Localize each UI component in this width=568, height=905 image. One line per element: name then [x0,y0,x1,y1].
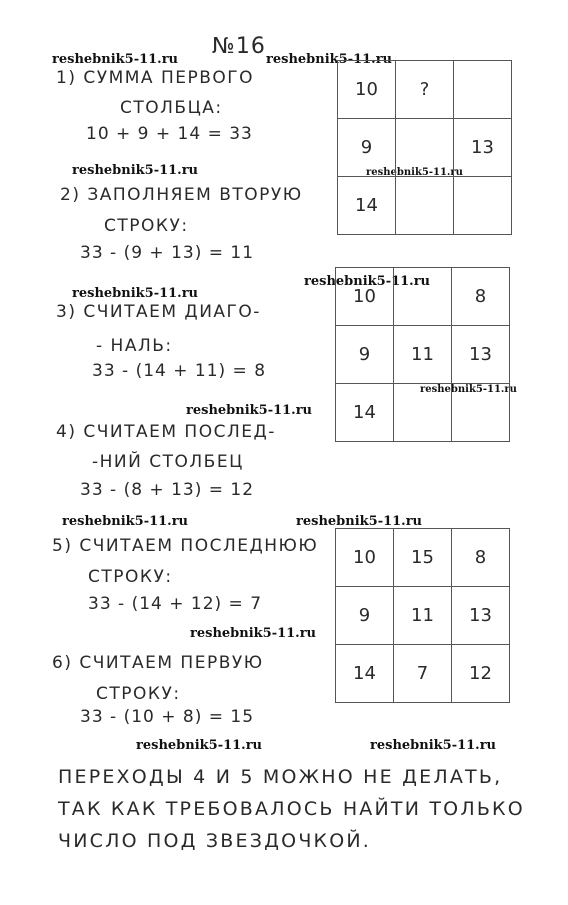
grid-cell: 12 [452,645,510,703]
watermark: reshebnik5-11.ru [52,52,179,67]
grid-cell: ? [396,61,454,119]
note-line-2: ТАК КАК ТРЕБОВАЛОСЬ НАЙТИ ТОЛЬКО [58,798,525,820]
grid-cell [396,119,454,177]
grid-cell: 14 [338,177,396,235]
step-1-heading-cont: СТОЛБЦА: [120,98,223,118]
watermark: reshebnik5-11.ru [370,738,497,753]
grid-cell: 15 [394,529,452,587]
magic-square-final [335,528,510,703]
grid-cell: 11 [394,587,452,645]
watermark: reshebnik5-11.ru [304,274,431,289]
watermark: reshebnik5-11.ru [62,514,189,529]
step-6-heading: 6) СЧИТАЕМ ПЕРВУЮ [52,653,264,673]
watermark: reshebnik5-11.ru [266,52,393,67]
grid-cell: 8 [452,529,510,587]
grid-cell [454,177,512,235]
step-5-heading-cont: СТРОКУ: [88,567,173,587]
grid-cell: 13 [452,587,510,645]
step-6-equation: 33 - (10 + 8) = 15 [80,707,255,727]
step-5-equation: 33 - (14 + 12) = 7 [88,594,263,614]
watermark: reshebnik5-11.ru [296,514,423,529]
step-2-heading: 2) ЗАПОЛНЯЕМ ВТОРУЮ [60,185,303,205]
grid-cell [396,177,454,235]
magic-square-step-1 [337,60,512,235]
grid-cell [394,384,452,442]
step-5-heading: 5) СЧИТАЕМ ПОСЛЕДНЮЮ [52,536,319,556]
note-line-1: ПЕРЕХОДЫ 4 И 5 МОЖНО НЕ ДЕЛАТЬ, [58,766,503,788]
problem-number: №16 [212,34,266,59]
grid-cell: 10 [336,529,394,587]
step-3-heading: 3) СЧИТАЕМ ДИАГО- [56,302,261,322]
step-4-equation: 33 - (8 + 13) = 12 [80,480,255,500]
grid-cell [454,61,512,119]
grid-cell: 13 [454,119,512,177]
step-4-heading-cont: -НИЙ СТОЛБЕЦ [92,452,244,472]
grid-cell: 9 [336,587,394,645]
grid-cell: 7 [394,645,452,703]
grid-cell: 8 [452,268,510,326]
note-line-3: ЧИСЛО ПОД ЗВЕЗДОЧКОЙ. [58,830,372,852]
watermark: reshebnik5-11.ru [420,384,517,395]
grid-cell: 14 [336,645,394,703]
step-1-equation: 10 + 9 + 14 = 33 [86,124,253,144]
step-4-heading: 4) СЧИТАЕМ ПОСЛЕД- [56,422,276,442]
grid-cell: 9 [338,119,396,177]
magic-square-step-3 [335,267,510,442]
watermark: reshebnik5-11.ru [72,286,199,301]
step-2-equation: 33 - (9 + 13) = 11 [80,243,255,263]
watermark: reshebnik5-11.ru [72,163,199,178]
grid-cell: 10 [336,268,394,326]
step-6-heading-cont: СТРОКУ: [96,684,181,704]
watermark: reshebnik5-11.ru [186,403,313,418]
grid-cell: 10 [338,61,396,119]
grid-cell: 14 [336,384,394,442]
grid-cell: 11 [394,326,452,384]
grid-cell [394,268,452,326]
step-3-equation: 33 - (14 + 11) = 8 [92,361,267,381]
watermark: reshebnik5-11.ru [136,738,263,753]
step-3-heading-cont: - НАЛЬ: [96,336,173,356]
watermark: reshebnik5-11.ru [366,167,463,178]
watermark: reshebnik5-11.ru [190,626,317,641]
step-1-heading: 1) СУММА ПЕРВОГО [56,68,255,88]
grid-cell [452,384,510,442]
step-2-heading-cont: СТРОКУ: [104,216,189,236]
grid-cell: 9 [336,326,394,384]
grid-cell: 13 [452,326,510,384]
